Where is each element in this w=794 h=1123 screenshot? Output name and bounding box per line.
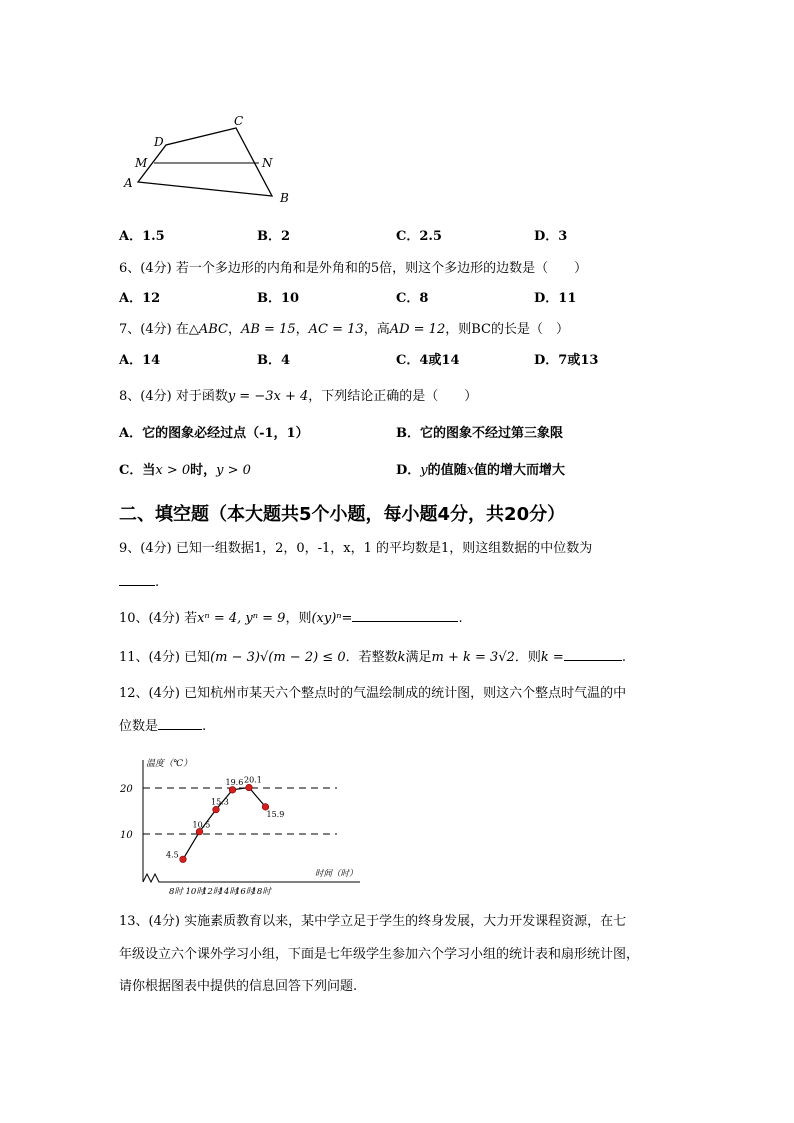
data-point — [229, 787, 236, 794]
data-point — [213, 806, 220, 813]
q13-stem-line2: 年级设立六个课外学习小组，下面是七年级学生参加六个学习小组的统计表和扇形统计图， — [119, 947, 640, 962]
q6-option-b: B．10 — [257, 291, 300, 306]
x-tick-label: 16时 — [235, 887, 255, 897]
q11-math2: m + k = 3√2 — [431, 650, 515, 665]
q5-option-a: A．1.5 — [119, 229, 165, 244]
q8-d-label: D． — [396, 463, 421, 478]
q11-math1: (m − 3)√(m − 2) ≤ 0 — [210, 650, 346, 665]
q5-option-d: D．3 — [534, 229, 568, 244]
x-tick-label: 12时 — [202, 887, 222, 897]
q10-stem — [119, 609, 463, 628]
q6-option-d: D．11 — [534, 291, 577, 306]
x-axis-label: 时间（时） — [315, 869, 358, 879]
section-title-fill-in: 二、填空题（本大题共5个小题，每小题4分，共20分） — [119, 504, 566, 525]
x-tick-label: 18时 — [251, 887, 271, 897]
label-B: B — [280, 191, 289, 205]
data-point — [180, 856, 187, 863]
data-label: 20.1 — [244, 775, 262, 785]
y-tick-label: 20 — [120, 784, 133, 795]
q7-stem: 7、(4分) 在△ABC，AB = 15，AC = 13，高AD = 12，则BC的长是（ ） — [119, 322, 569, 337]
q7-suffix: ，则BC的长是（ ） — [445, 322, 569, 337]
q12-answer-blank[interactable] — [158, 717, 202, 730]
q8-c-math2: y > 0 — [216, 463, 251, 478]
q7-option-a: A．14 — [119, 353, 161, 368]
x-tick-label: 10时 — [185, 887, 205, 897]
q6-option-c: C．8 — [396, 291, 429, 306]
q7-ab: AB = 15 — [240, 322, 296, 337]
q12-end: . — [202, 719, 207, 734]
q10-math1: xⁿ = 4, yⁿ = 9 — [197, 611, 286, 626]
q10-answer-blank[interactable] — [352, 609, 458, 622]
x-tick-label: 14时 — [218, 887, 238, 897]
label-N: N — [262, 156, 273, 170]
q7-ac: AC = 13 — [308, 322, 364, 337]
data-label: 15.3 — [211, 797, 229, 807]
q7-prefix: 7、(4分) 在 — [119, 322, 189, 337]
trapezoid-figure — [118, 112, 298, 208]
q11-k2: k = — [540, 650, 564, 665]
q8-prefix: 8、(4分) 对于函数 — [119, 389, 228, 404]
temperature-line-chart — [115, 752, 375, 900]
q8-option-d — [396, 462, 565, 480]
label-D: D — [154, 135, 164, 149]
q8-c-mid: 时， — [190, 463, 217, 478]
q8-option-c — [119, 462, 251, 480]
q6-stem: 6、(4分) 若一个多边形的内角和是外角和的5倍，则这个多边形的边数是（ ） — [119, 261, 588, 276]
q8-c-math1: x > 0 — [155, 463, 191, 478]
q7-ad: AD = 12 — [389, 322, 446, 337]
q12-stem: 12、(4分) 已知杭州市某天六个整点时的气温绘制成的统计图，则这六个整点时气温的中 — [119, 686, 627, 701]
q8-stem — [119, 388, 477, 406]
q8-function: y = −3x + 4 — [227, 389, 309, 404]
q9-end: . — [155, 575, 160, 590]
y-axis-label: 温度（℃） — [146, 759, 193, 769]
y-tick-label: 10 — [120, 830, 133, 841]
label-A: A — [124, 176, 133, 190]
q7-mid: ，高 — [363, 322, 390, 337]
q10-eq: = — [341, 611, 353, 626]
q8-option-b: B．它的图象不经过第三象限 — [396, 426, 563, 441]
q8-d-mid: 的值随 — [427, 463, 467, 478]
data-label: 19.6 — [225, 777, 244, 787]
q8-d-math2: x — [466, 463, 474, 478]
q11-prefix: 11、(4分) 已知 — [119, 650, 211, 665]
q11-end: . — [621, 650, 626, 665]
data-label: 4.5 — [166, 850, 179, 860]
q8-suffix: ，下列结论正确的是（ ） — [308, 389, 478, 404]
q9-stem: 9、(4分) 已知一组数据1，2，0，-1，x，1 的平均数是1，则这组数据的中位数为 — [119, 541, 593, 556]
q13-stem-line1: 13、(4分) 实施素质教育以来，某中学立足于学生的终身发展，大力开发课程资源，在七 — [119, 914, 627, 929]
q11-mid2: 满足 — [405, 650, 432, 665]
q11-k: k — [397, 650, 406, 665]
q10-prefix: 10、(4分) 若 — [119, 611, 198, 626]
q12-line2-text: 位数是 — [119, 719, 159, 734]
label-M: M — [135, 156, 148, 170]
q7-option-b: B．4 — [257, 353, 291, 368]
q12-stem-line2 — [119, 717, 206, 736]
q7-option-d: D．7或13 — [534, 353, 599, 368]
q5-option-b: B．2 — [257, 229, 291, 244]
data-label: 10.5 — [192, 820, 211, 830]
q5-option-c: C．2.5 — [396, 229, 442, 244]
q10-mid: ，则 — [285, 611, 312, 626]
q11-stem — [119, 648, 626, 667]
data-label: 15.9 — [266, 809, 285, 819]
q7-option-c: C．4或14 — [396, 353, 460, 368]
q8-option-a: A．它的图象必经过点（-1，1） — [119, 426, 309, 441]
q9-answer-blank[interactable] — [119, 573, 155, 586]
x-tick-label: 8时 — [169, 887, 183, 897]
q8-c-label: C．当 — [119, 463, 156, 478]
q8-d-end: 值的增大而增大 — [474, 463, 566, 478]
q11-mid3: ．则 — [514, 650, 541, 665]
q13-stem-line3: 请你根据图表中提供的信息回答下列问题. — [119, 979, 358, 994]
q10-math2: (xy)ⁿ — [311, 611, 342, 626]
q6-option-a: A．12 — [119, 291, 161, 306]
q7-triangle: △ABC — [188, 322, 228, 337]
q11-mid: ．若整数 — [345, 650, 398, 665]
label-C: C — [234, 114, 244, 128]
data-point — [246, 784, 253, 791]
q11-answer-blank[interactable] — [564, 648, 622, 661]
q8-d-math1: y — [420, 463, 428, 478]
q10-end: . — [458, 611, 463, 626]
q9-answer-line — [119, 573, 159, 592]
